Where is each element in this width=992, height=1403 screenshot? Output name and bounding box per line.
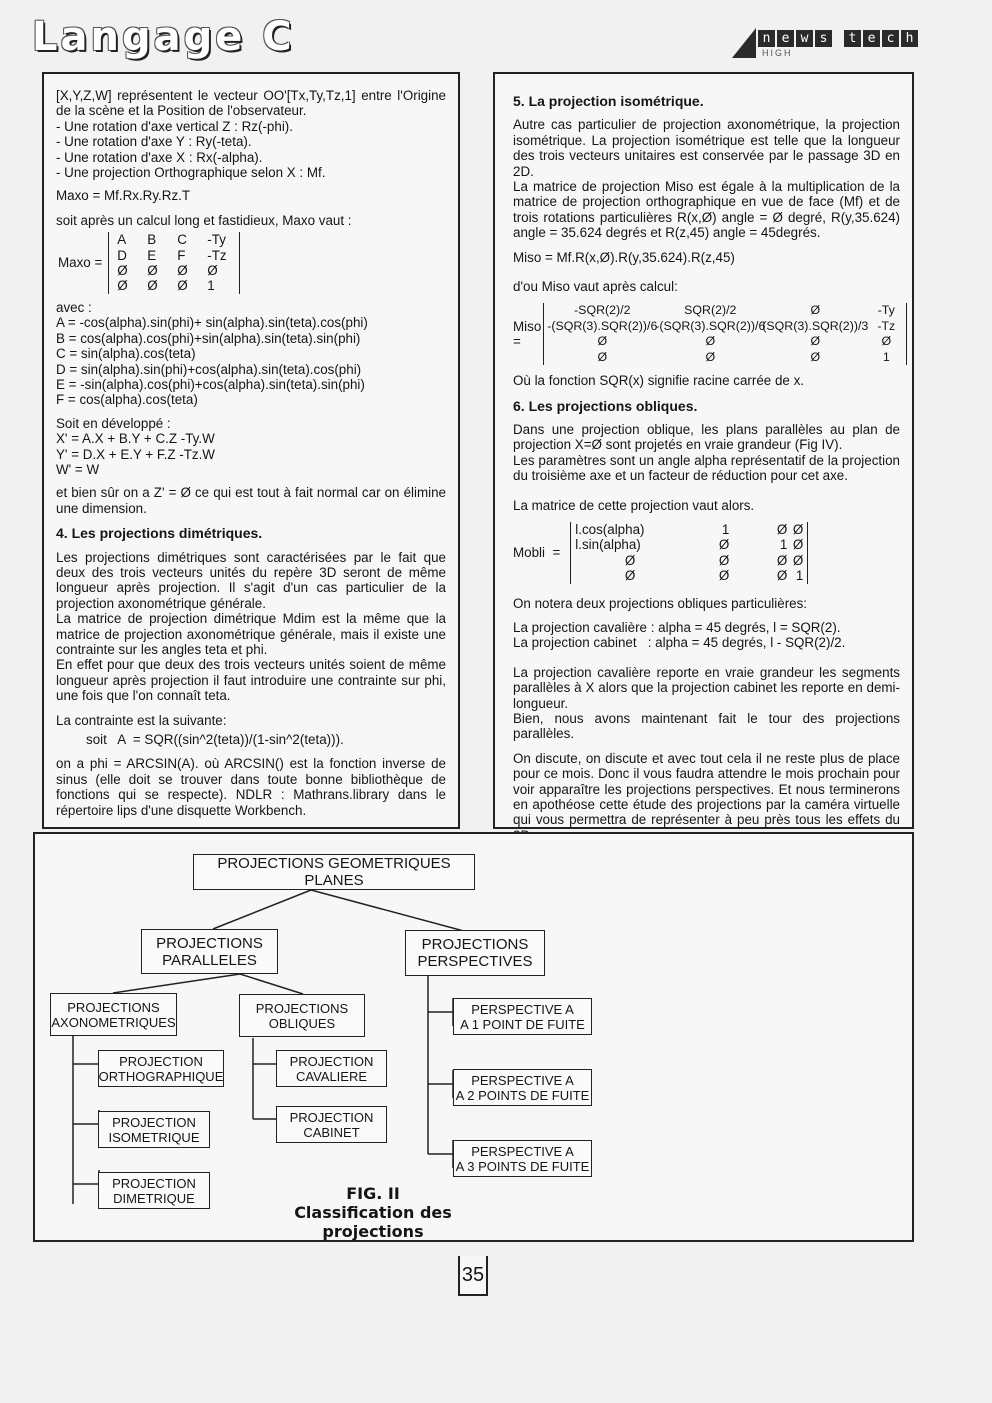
maxo-formula: Maxo = Mf.Rx.Ry.Rz.T — [56, 188, 191, 204]
matrix-cell: Ø — [792, 521, 804, 537]
matrix-cell: Ø — [776, 521, 788, 537]
node-projection-isometrique: PROJECTION ISOMETRIQUE — [98, 1111, 210, 1148]
figure-title: Classification des projections — [294, 1203, 452, 1241]
s6-paragraph: Dans une projection oblique, les plans parallèles au plan de projection X=Ø sont projetés en vraie grandeur (Fig IV). — [513, 421, 900, 453]
node-projection-cavaliere: PROJECTION CAVALIERE — [276, 1050, 387, 1087]
matrix-cell: E — [147, 247, 157, 263]
matrix-cell: Ø — [117, 263, 128, 279]
cavaliere-line: La projection cavalière : alpha = 45 degrés, l = SQR(2). — [513, 619, 841, 635]
s6-paragraph: Bien, nous avons maintenant fait le tour des projections parallèles. — [513, 711, 900, 742]
avec-label: avec : — [56, 299, 92, 315]
logo-letter: e — [777, 30, 794, 47]
zprime-paragraph: et bien sûr on a Z' = Ø ce qui est tout à fait normal car on élimine une dimension. — [56, 485, 446, 516]
matrix-cell: Ø — [207, 263, 218, 279]
node-projections-axonometriques: PROJECTIONS AXONOMETRIQUES — [50, 993, 177, 1036]
definition-line: C = sin(alpha).cos(teta) — [56, 346, 196, 362]
matrix-cell: Ø — [597, 349, 608, 364]
matrix-cell: 1 — [207, 278, 215, 294]
develop-line: W' = W — [56, 461, 100, 477]
node-projections-obliques: PROJECTIONS OBLIQUES — [239, 994, 365, 1037]
s6-paragraph: La matrice de cette projection vaut alors. — [513, 497, 755, 513]
matrix-cell: Ø — [117, 278, 128, 294]
matrix-cell: -Ty — [207, 232, 226, 248]
mobli-matrix — [570, 522, 808, 584]
intro-paragraph: [X,Y,Z,W] représentent le vecteur OO'[Tx,Ty,Tz,1] entre l'Origine de la scène et la Position de l'observateur. — [56, 88, 446, 119]
definition-line: A = -cos(alpha).sin(phi)+ sin(alpha).sin(teta).cos(phi) — [56, 315, 368, 331]
matrix-cell: Ø — [776, 568, 788, 584]
s4-paragraph: Les projections dimétriques sont caractérisées par le fait que deux des trois vecteurs unités du repère 3D seront de même longueur après projection. Il s'agit d'un cas particulier de la projection axonométrique générale. — [56, 549, 446, 611]
matrix-cell: Ø — [718, 552, 730, 568]
definition-line: B = cos(alpha).cos(phi)+sin(alpha).sin(teta).sin(phi) — [56, 330, 361, 346]
rotation-list — [56, 119, 446, 181]
section-6-heading: 6. Les projections obliques. — [513, 397, 698, 414]
maxo-matrix — [108, 232, 240, 294]
matrix-cell: l.cos(alpha) — [575, 521, 645, 537]
node-projection-cabinet: PROJECTION CABINET — [276, 1106, 387, 1143]
matrix-cell: Ø — [881, 334, 892, 349]
matrix-cell: -Tz — [877, 318, 896, 333]
matrix-cell: A — [117, 232, 127, 248]
definition-line: E = -sin(alpha).cos(phi)+cos(alpha).sin(teta).sin(phi) — [56, 376, 365, 392]
node-perspective-1-point: PERSPECTIVE A A 1 POINT DE FUITE — [453, 998, 592, 1035]
s4-paragraph: La contrainte est la suivante: — [56, 712, 227, 728]
matrix-cell: Ø — [624, 568, 636, 584]
node-projection-orthographique: PROJECTION ORTHOGRAPHIQUE — [98, 1050, 224, 1087]
miso-matrix-block — [513, 303, 900, 365]
matrix-cell: B — [147, 232, 157, 248]
matrix-cell: F — [177, 247, 186, 263]
matrix-cell: 1 — [721, 521, 730, 537]
s5-paragraph: La matrice de projection Miso est égale à la multiplication de la matrice de projection orthographique en vue de face (Mf) et de trois rotations particulières R(x,Ø) angle = Ø degré, R(y,35.624) angle = 35.624 degrés et R(z,45) angle = 45degrés. — [513, 179, 900, 241]
cabinet-line: La projection cabinet : alpha = 45 degrés, l - SQR(2)/2. — [513, 635, 846, 651]
matrix-cell: Ø — [776, 552, 788, 568]
rotation-item: - Une rotation d'axe Y : Ry(-teta). — [56, 134, 252, 150]
figure-caption — [253, 1184, 493, 1241]
rotation-item: - Une rotation d'axe X : Rx(-alpha). — [56, 149, 263, 165]
logo-letter: w — [796, 30, 813, 47]
sqr-note: Où la fonction SQR(x) signifie racine carrée de x. — [513, 373, 804, 389]
miso-label: Miso = — [513, 318, 542, 350]
maxo-matrix-block — [58, 232, 446, 294]
miso-formula: Miso = Mf.R(x,Ø).R(y,35.624).R(z,45) — [513, 249, 735, 265]
oblique-special-list — [513, 620, 900, 651]
matrix-cell: Ø — [147, 278, 158, 294]
matrix-cell: 1 — [882, 349, 890, 364]
logo-letters — [758, 30, 918, 47]
newstech-logo — [732, 28, 916, 60]
logo-letter: s — [815, 30, 832, 47]
matrix-cell: -(SQR(3).SQR(2))/6 — [547, 318, 658, 333]
matrix-cell: Ø — [718, 537, 730, 553]
matrix-cell: Ø — [792, 537, 804, 553]
logo-letter: e — [863, 30, 880, 47]
matrix-cell: -Tz — [207, 247, 227, 263]
miso-calc: d'ou Miso vaut après calcul: — [513, 279, 678, 295]
node-perspective-3-points: PERSPECTIVE A A 3 POINTS DE FUITE — [453, 1140, 592, 1177]
matrix-cell: Ø — [810, 349, 821, 364]
matrix-cell: D — [117, 247, 127, 263]
matrix-cell: SQR(2)/2 — [684, 303, 737, 318]
right-article-panel — [493, 72, 914, 829]
definition-line: D = sin(alpha).sin(phi)+cos(alpha).sin(teta).cos(phi) — [56, 361, 362, 377]
node-projections-paralleles: PROJECTIONS PARALLELES — [141, 929, 278, 974]
matrix-cell: 1 — [795, 568, 804, 584]
s5-paragraph: Autre cas particulier de projection axonométrique, la projection isométrique. La projection isométrique est telle que la longueur des trois vecteurs unitaires est conservée par le passage 3D en 2D. — [513, 117, 900, 179]
figure-number: FIG. II — [346, 1184, 400, 1203]
matrix-cell: Ø — [792, 552, 804, 568]
develop-list — [56, 431, 446, 477]
matrix-cell: C — [177, 232, 187, 248]
matrix-cell: 1 — [779, 537, 788, 553]
s4-paragraph: on a phi = ARCSIN(A). où ARCSIN() est la fonction inverse de sinus (elle doit se trouver dans toute bonne bibliothèque de fonctions qui se respecte). NDLR : Mathrans.library dans le répertoire lips d'une disquette Workbench. — [56, 756, 446, 818]
logo-gap — [834, 30, 842, 47]
matrix-cell: Ø — [705, 334, 716, 349]
s6-paragraph: La projection cavalière reporte en vraie grandeur les segments parallèles à X alors que la projection cabinet les reporte en demi-longueur. — [513, 664, 900, 711]
logo-slash-icon — [732, 28, 756, 58]
develop-line: Y' = D.X + E.Y + F.Z -Tz.W — [56, 446, 215, 462]
rotation-item: - Une projection Orthographique selon X : Mf. — [56, 165, 326, 181]
logo-letter: t — [844, 30, 861, 47]
node-projections-geometriques-planes: PROJECTIONS GEOMETRIQUES PLANES — [193, 854, 475, 890]
matrix-cell: Ø — [810, 303, 821, 318]
matrix-cell: -(SQR(3).SQR(2))/6 — [655, 318, 766, 333]
left-article-panel — [42, 72, 460, 829]
matrix-cell: Ø — [147, 263, 158, 279]
s6-paragraph: On notera deux projections obliques particulières: — [513, 595, 808, 611]
rotation-item: - Une rotation d'axe vertical Z : Rz(-phi). — [56, 118, 293, 134]
s6-paragraph: On discute, on discute et avec tout cela il ne reste plus de place pour ce mois. Donc il vous faudra attendre le mois prochain pour voir apparaître les projections perspectives. Et nous terminerons en apothéose cette étude des projections par la caméra virtuelle qui vous permettra de représenter à peu près tous les effets du — [513, 750, 900, 828]
matrix-cell: Ø — [718, 568, 730, 584]
node-perspective-2-points: PERSPECTIVE A A 2 POINTS DE FUITE — [453, 1069, 592, 1106]
mobli-matrix-block — [513, 522, 900, 584]
matrix-cell: Ø — [177, 263, 188, 279]
section-5-heading: 5. La projection isométrique. — [513, 93, 704, 109]
node-projections-perspectives: PROJECTIONS PERSPECTIVES — [405, 930, 545, 976]
matrix-cell: -Ty — [877, 303, 895, 318]
maxo-label: Maxo = — [58, 255, 103, 271]
develop-line: X' = A.X + B.Y + C.Z -Ty.W — [56, 431, 215, 447]
mobli-label: Mobli = — [513, 545, 561, 561]
matrix-cell: l.sin(alpha) — [575, 537, 641, 553]
matrix-cell: Ø — [624, 552, 636, 568]
calc-text: soit après un calcul long et fastidieux, Maxo vaut : — [56, 212, 352, 228]
magazine-section-title: Langage C — [32, 14, 295, 60]
logo-letter: c — [882, 30, 899, 47]
s4-paragraph: La matrice de projection dimétrique Mdim est la même que la matrice de projection axonométrique générale, mais il existe une contrainte sur les angles teta et phi. — [56, 611, 446, 657]
develop-title: Soit en développé : — [56, 415, 171, 431]
matrix-cell: Ø — [810, 334, 821, 349]
miso-matrix — [543, 303, 907, 365]
logo-sub: HIGH — [762, 48, 793, 58]
matrix-cell: Ø — [177, 278, 188, 294]
matrix-cell: (SQR(3).SQR(2))/3 — [762, 318, 869, 333]
s6-paragraph: Les paramètres sont un angle alpha représentatif de la projection du troisième axe et un facteur de réduction pour cet axe. — [513, 452, 900, 484]
logo-letter: n — [758, 30, 775, 47]
s4-paragraph: En effet pour que deux des trois vecteurs unités soient de même longueur après projection il faut introduire une contrainte sur phi, une fois que l'on connaît teta. — [56, 657, 446, 704]
node-projection-dimetrique: PROJECTION DIMETRIQUE — [98, 1172, 210, 1209]
section-4-heading: 4. Les projections dimétriques. — [56, 525, 263, 542]
figure-panel — [33, 832, 914, 1242]
matrix-cell: Ø — [705, 349, 716, 364]
page-number: 35 — [458, 1256, 488, 1296]
definition-line: F = cos(alpha).cos(teta) — [56, 392, 198, 408]
s4-formula: soit A = SQR((sin^2(teta))/(1-sin^2(teta))). — [86, 732, 344, 748]
matrix-cell: Ø — [597, 334, 608, 349]
matrix-cell: -SQR(2)/2 — [574, 303, 631, 318]
definitions-list — [56, 315, 446, 407]
logo-letter: h — [901, 30, 918, 47]
